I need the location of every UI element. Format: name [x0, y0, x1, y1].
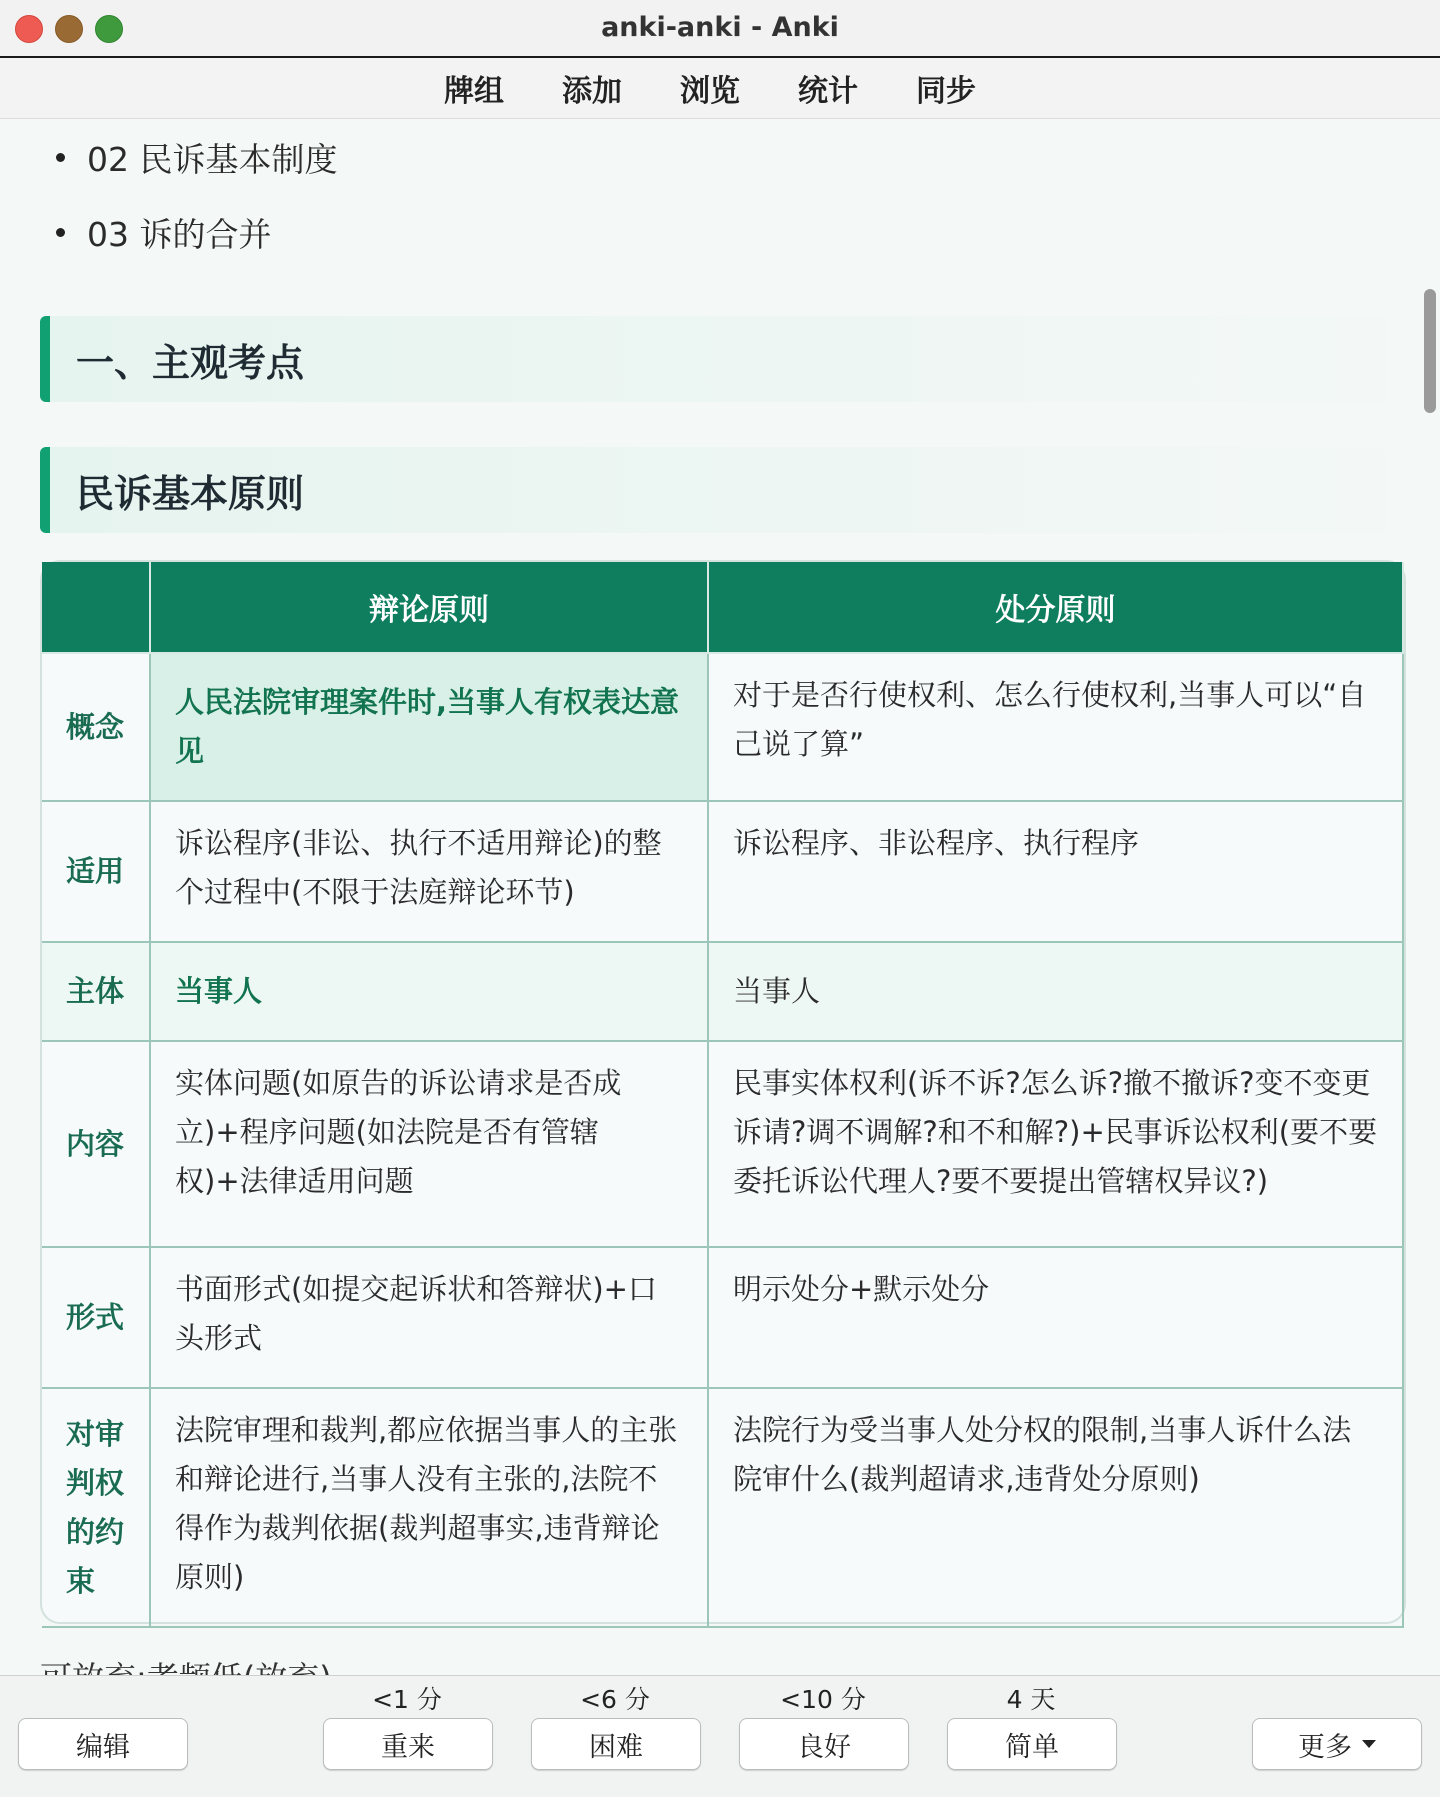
- table-header-cell: 处分原则: [708, 562, 1403, 653]
- row-label: 形式: [42, 1247, 150, 1388]
- again-button[interactable]: [323, 1718, 493, 1770]
- toolbar-decks[interactable]: 牌组: [444, 74, 504, 109]
- table-header-row: [42, 562, 1403, 653]
- row-label: 对审判权的约束: [42, 1388, 150, 1627]
- toolbar-browse[interactable]: 浏览: [680, 74, 740, 109]
- row-label: 概念: [42, 653, 150, 801]
- section-heading: [40, 316, 1386, 402]
- hard-button-label: 困难: [589, 1731, 643, 1763]
- table-cell: 法院审理和裁判,都应依据当事人的主张和辩论进行,当事人没有主张的,法院不得作为裁判依据(裁判超事实,违背辩论原则): [150, 1388, 708, 1627]
- subsection-heading-text: 民诉基本原则: [76, 471, 305, 516]
- edit-button-label: 编辑: [76, 1731, 130, 1763]
- easy-button[interactable]: [947, 1718, 1117, 1770]
- table-row: [42, 942, 1403, 1041]
- answer-bar: [0, 1675, 1440, 1797]
- table-row: [42, 1247, 1403, 1388]
- table-cell: 对于是否行使权利、怎么行使权利,当事人可以“自己说了算”: [708, 653, 1403, 801]
- good-button-label: 良好: [797, 1731, 851, 1763]
- table-cell: 书面形式(如提交起诉状和答辩状)+口头形式: [150, 1247, 708, 1388]
- list-item: [56, 214, 337, 254]
- table-row: [42, 1388, 1403, 1627]
- toolbar-stats[interactable]: 统计: [798, 74, 858, 109]
- title-bar: [0, 0, 1440, 58]
- table-cell: 民事实体权利(诉不诉?怎么诉?撤不撤诉?变不变更诉请?调不调解?和不和解?)+民事诉讼权利(要不要委托诉讼代理人?要不要提出管辖权异议?): [708, 1041, 1403, 1247]
- good-interval: <10 分: [780, 1685, 866, 1714]
- table-cell: 诉讼程序、非讼程序、执行程序: [708, 801, 1403, 942]
- list-item: [56, 139, 338, 179]
- row-label: 适用: [42, 801, 150, 942]
- easy-interval: 4 天: [1006, 1685, 1056, 1714]
- table-header-corner: [42, 562, 150, 653]
- table-row: [42, 653, 1403, 801]
- good-button[interactable]: [739, 1718, 909, 1770]
- bullet-list: [56, 139, 337, 289]
- edit-button[interactable]: [18, 1718, 188, 1770]
- toolbar-sync[interactable]: 同步: [916, 74, 976, 109]
- easy-button-label: 简单: [1005, 1731, 1059, 1763]
- table-cell: 法院行为受当事人处分权的限制,当事人诉什么法院审什么(裁判超请求,违背处分原则): [708, 1388, 1403, 1627]
- row-label: 主体: [42, 942, 150, 1041]
- table-row: [42, 1041, 1403, 1247]
- list-item-text: 02 民诉基本制度: [87, 140, 338, 179]
- more-button-label: 更多: [1298, 1731, 1352, 1763]
- hard-button[interactable]: [531, 1718, 701, 1770]
- principles-table: [40, 560, 1406, 1624]
- hard-interval: <6 分: [580, 1685, 650, 1714]
- main-toolbar: [0, 58, 1440, 119]
- again-interval: <1 分: [372, 1685, 442, 1714]
- row-label: 内容: [42, 1041, 150, 1247]
- table-cell: 人民法院审理案件时,当事人有权表达意见: [150, 653, 708, 801]
- scrollbar[interactable]: [1424, 289, 1436, 413]
- chevron-down-icon: [1362, 1740, 1376, 1748]
- section-heading-text: 一、主观考点: [76, 340, 305, 385]
- subsection-heading: [40, 447, 1386, 533]
- again-button-label: 重来: [381, 1731, 435, 1763]
- bullet-icon: [56, 228, 65, 237]
- card-content[interactable]: [0, 119, 1440, 1675]
- table-cell: 明示处分+默示处分: [708, 1247, 1403, 1388]
- table-cell: 当事人: [708, 942, 1403, 1041]
- table-header-cell: 辩论原则: [150, 562, 708, 653]
- more-button[interactable]: [1252, 1718, 1422, 1770]
- table-cell: 当事人: [150, 942, 708, 1041]
- table-row: [42, 801, 1403, 942]
- toolbar-add[interactable]: 添加: [562, 74, 622, 109]
- table-cell: 实体问题(如原告的诉讼请求是否成立)+程序问题(如法院是否有管辖权)+法律适用问题: [150, 1041, 708, 1247]
- window-title: anki-anki - Anki: [601, 12, 839, 43]
- list-item-text: 03 诉的合并: [87, 215, 272, 254]
- table-cell: 诉讼程序(非讼、执行不适用辩论)的整个过程中(不限于法庭辩论环节): [150, 801, 708, 942]
- bullet-icon: [56, 153, 65, 162]
